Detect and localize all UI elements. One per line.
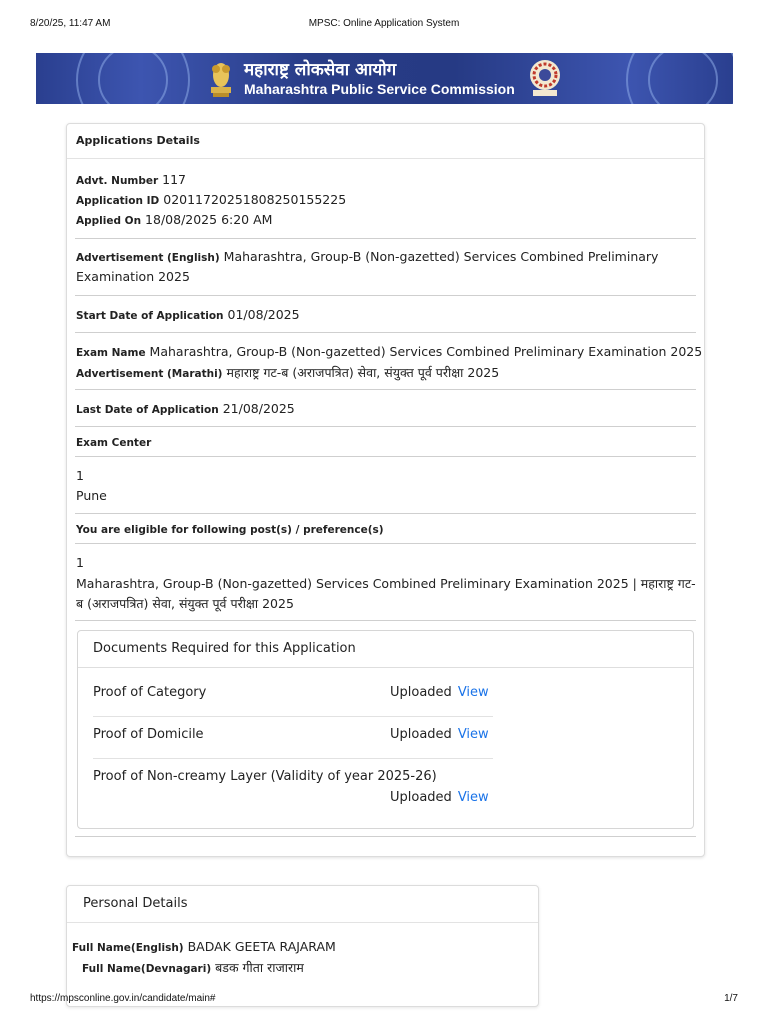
divider [75,426,696,427]
divider [75,456,696,457]
preference-text-value: Maharashtra, Group-B (Non-gazetted) Services Combined Preliminary Examination 2025 | महाराष्ट्र गट- [76,576,696,591]
view-category-link[interactable]: View [457,685,489,700]
personal-details-card [66,885,539,1007]
full-name-devnagari-row [82,959,304,976]
exam-center-name [76,488,107,503]
exam-center-number-value: 1 [76,468,84,483]
exam-center-label: Exam Center [76,437,152,449]
exam-center-name-value: Pune [76,488,107,503]
advt-number-label: Advt. Number [76,175,159,187]
full-name-english-row [72,939,336,954]
card-title: Applications Details [76,134,200,147]
start-date-value: 01/08/2025 [227,307,300,322]
adv-english-label: Advertisement (English) [76,252,220,264]
banner-ornament [98,53,168,104]
document-divider [93,716,493,717]
advt-number-row [76,172,186,187]
full-name-english-value: BADAK GEETA RAJARAM [187,939,336,954]
exam-name-label: Exam Name [76,347,146,359]
full-name-devnagari-label: Full Name(Devnagari) [82,963,212,975]
application-id-label: Application ID [76,195,160,207]
eligible-heading-row [76,521,384,536]
banner-title-marathi: महाराष्ट्र लोकसेवा आयोग [244,60,397,80]
full-name-english-label: Full Name(English) [72,942,184,954]
last-date-row [76,401,295,416]
document-name-non-creamy: Proof of Non-creamy Layer (Validity of year 2025-26) [93,769,437,784]
preference-text-line1 [76,575,696,592]
document-name-domicile: Proof of Domicile [93,727,204,742]
divider [75,389,696,390]
documents-panel [77,630,694,829]
personal-header [67,886,538,923]
adv-marathi-label: Advertisement (Marathi) [76,368,223,380]
national-emblem-icon [208,57,234,99]
print-datetime: 8/20/25, 11:47 AM [30,18,111,29]
divider [75,836,696,837]
document-status-text: Uploaded [390,790,452,805]
adv-english-value: Maharashtra, Group-B (Non-gazetted) Services Combined Preliminary [223,249,659,264]
print-page-number: 1/7 [724,993,738,1004]
mpsc-banner [36,53,733,104]
advt-number-value: 117 [162,172,187,187]
application-id-value: 02011720251808250155225 [163,192,347,207]
print-url: https://mpsconline.gov.in/candidate/main# [30,993,216,1004]
preference-number [76,555,84,570]
preference-text-value-cont: ब (अराजपत्रित) सेवा, संयुक्त पूर्व परीक्षा 2025 [76,596,294,611]
exam-name-value: Maharashtra, Group-B (Non-gazetted) Services Combined Preliminary Examination 2025 [149,344,703,359]
personal-title: Personal Details [83,896,188,911]
start-date-label: Start Date of Application [76,310,224,322]
applied-on-label: Applied On [76,215,142,227]
divider [75,620,696,621]
start-date-row [76,307,300,322]
view-non-creamy-link[interactable]: View [457,790,489,805]
eligible-label: You are eligible for following post(s) / preference(s) [76,524,384,536]
application-id-row [76,192,346,207]
document-status-text: Uploaded [390,685,452,700]
document-name-category: Proof of Category [93,685,207,700]
document-status-text: Uploaded [390,727,452,742]
document-status-category [390,685,489,700]
documents-header [78,631,693,668]
exam-center-heading-row [76,434,151,449]
applied-on-value: 18/08/2025 6:20 AM [145,212,273,227]
exam-center-number [76,468,84,483]
document-status-non-creamy [390,790,489,805]
divider [75,332,696,333]
divider [75,238,696,239]
mpsc-seal-icon [528,58,562,98]
banner-title-english: Maharashtra Public Service Commission [244,81,515,97]
application-details-card [66,123,705,857]
applied-on-row [76,212,272,227]
divider [75,513,696,514]
documents-title: Documents Required for this Application [93,641,356,656]
adv-english-row-cont [76,269,190,284]
adv-marathi-value: महाराष्ट्र गट-ब (अराजपत्रित) सेवा, संयुक्त पूर्व परीक्षा 2025 [226,365,500,380]
card-header [67,124,704,159]
print-page-title: MPSC: Online Application System [308,18,460,29]
divider [75,295,696,296]
adv-marathi-row [76,364,499,381]
adv-english-row [76,249,658,264]
preference-text-line2 [76,595,294,612]
adv-english-value-cont: Examination 2025 [76,269,190,284]
last-date-value: 21/08/2025 [222,401,295,416]
document-divider [93,758,493,759]
view-domicile-link[interactable]: View [457,727,489,742]
document-status-domicile [390,727,489,742]
divider [75,543,696,544]
banner-ornament [648,53,718,104]
last-date-label: Last Date of Application [76,404,219,416]
exam-name-row [76,344,702,359]
preference-number-value: 1 [76,555,84,570]
full-name-devnagari-value: बडक गीता राजाराम [215,960,304,975]
